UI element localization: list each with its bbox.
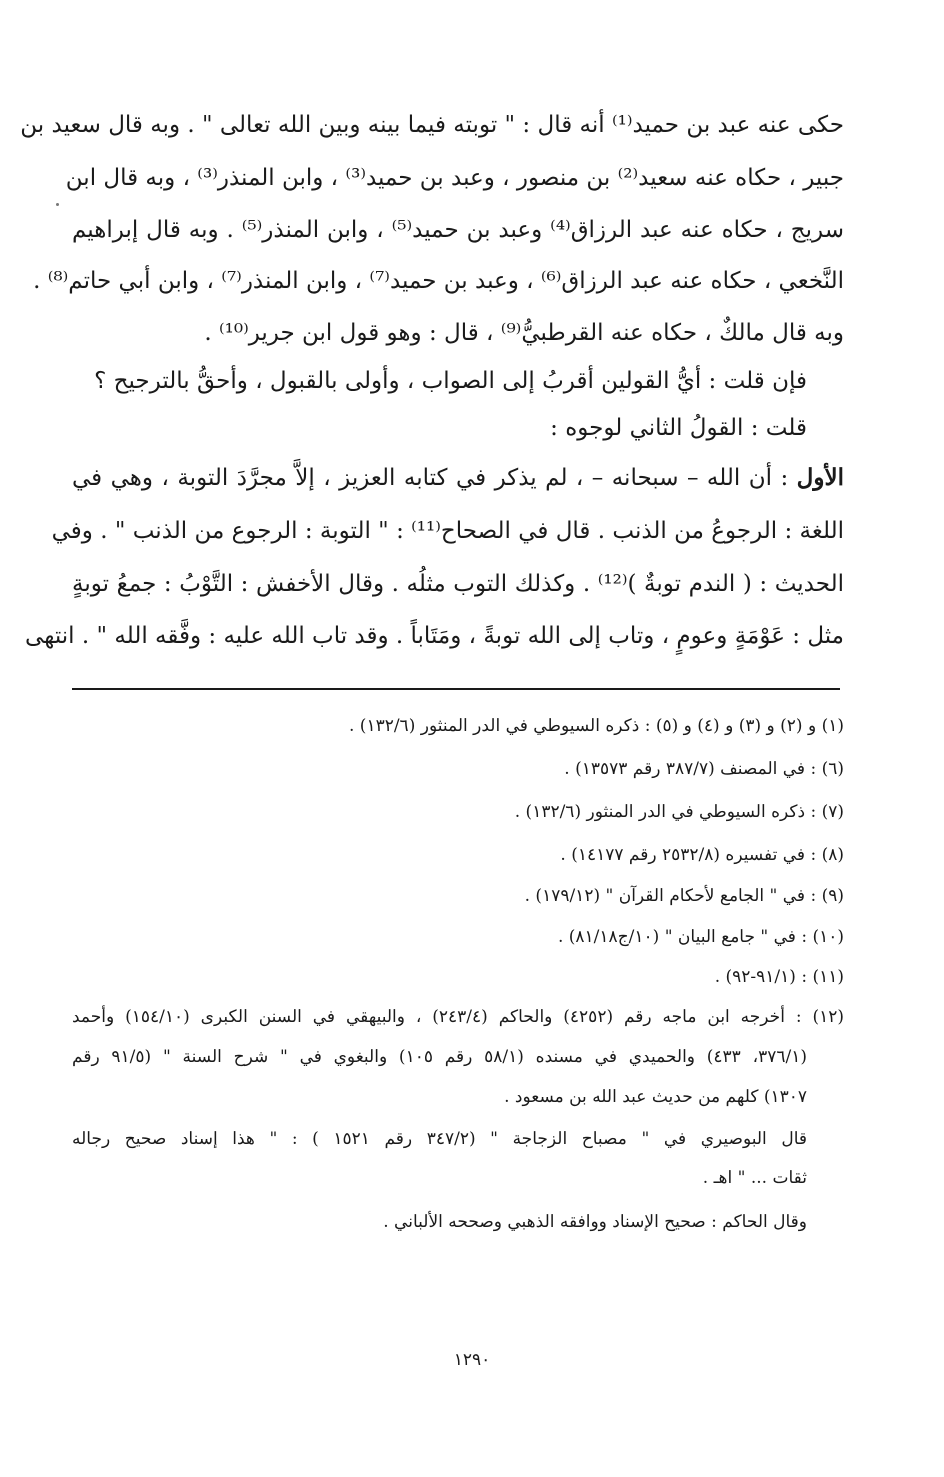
answer-line: قلت : القولُ الثاني لوجوه : — [550, 415, 807, 441]
main-text-line-3: سريج ، حكاه عنه عبد الرزاق⁽⁴⁾ وعبد بن حميد⁽⁵⁾ ، وابن المنذر⁽⁵⁾ . وبه قال إبراهيم — [72, 217, 844, 243]
main-text-line-10: الحديث : ( الندم توبةٌ )⁽¹²⁾ . وكذلك التوب مثلُه . وقال الأخفش : التَّوْبُ : جمعُ توبةٍ — [72, 571, 844, 597]
footnote-12-hakim-line: وقال الحاكم : صحيح الإسناد ووافقه الذهبي وصححه الألباني . — [383, 1212, 807, 1232]
footnote-9: (٩) : في " الجامع لأحكام القرآن " (١٧٩/١٢) . — [524, 886, 844, 906]
main-text-line-11: مثل : عَوْمَةٍ وعومٍ ، وتاب إلى الله توبةً ، ومَتَاباً . وقد تاب الله عليه : وفَّقه الله " . انتهى — [25, 623, 844, 649]
main-text-line-2: جبير ، حكاه عنه سعيد⁽²⁾ بن منصور ، وعبد بن حميد⁽³⁾ ، وابن المنذر⁽³⁾ ، وبه قال ابن — [65, 165, 844, 191]
footnote-8: (٨) : في تفسيره (٢٥٣٢/٨ رقم ١٤١٧٧) . — [560, 845, 844, 865]
stray-dot — [56, 203, 59, 206]
first-reason-heading: الأول — [796, 464, 844, 491]
footnote-11: (١١) : (٩١/١-٩٢) . — [714, 967, 844, 987]
main-text-line-8: الأول : أن الله – سبحانه – ، لم يذكر في كتابه العزيز ، إلاَّ مجرَّدَ التوبة ، وهي في — [72, 464, 844, 491]
main-text-line-4: النَّخعي ، حكاه عنه عبد الرزاق⁽⁶⁾ ، وعبد بن حميد⁽⁷⁾ ، وابن المنذر⁽⁷⁾ ، وابن أبي حاتم⁽⁸⁾ . — [33, 268, 844, 294]
footnote-12-busiri-line-2: ثقات ... " اهـ . — [702, 1168, 807, 1188]
footnote-divider — [72, 688, 840, 690]
footnote-12-line-1: (١٢) : أخرجه ابن ماجه رقم (٤٢٥٢) والحاكم (٢٤٣/٤) ، والبيهقي في السنن الكبرى (١٥٤/١٠) وأحمد — [72, 1007, 845, 1027]
footnote-12-busiri-line-1: قال البوصيري في " مصباح الزجاجة " (٣٤٧/٢ رقم ١٥٢١ ) : " هذا إسناد صحيح رجاله — [72, 1129, 808, 1149]
main-text-line-9: اللغة : الرجوعُ من الذنب . قال في الصحاح⁽¹¹⁾ : " التوبة : الرجوع من الذنب " . وفي — [51, 518, 844, 544]
page-number: ١٢٩٠ — [453, 1350, 491, 1370]
first-reason-text: أن الله – سبحانه – ، لم يذكر في كتابه العزيز ، إلاَّ مجرَّدَ التوبة ، وهي في — [72, 465, 773, 491]
main-text-line-1: حكى عنه عبد بن حميد⁽¹⁾ أنه قال : " توبته فيما بينه وبين الله تعالى " . وبه قال سعيد بن — [20, 112, 844, 138]
footnote-12-line-3: ١٣٠٧) كلهم من حديث عبد الله بن مسعود . — [504, 1087, 807, 1107]
footnote-6: (٦) : في المصنف (٣٨٧/٧ رقم ١٣٥٧٣) . — [564, 759, 844, 779]
main-text-line-5: وبه قال مالكٌ ، حكاه عنه القرطبيُّ⁽⁹⁾ ، قال : وهو قول ابن جرير⁽¹⁰⁾ . — [204, 320, 844, 346]
footnote-12-line-2: (٣٧٦/١، ٤٣٣) والحميدي في مسنده (٥٨/١ رقم ١٠٥) والبغوي في " شرح السنة " (٩١/٥ رقم — [72, 1047, 807, 1067]
question-line: فإن قلت : أيُّ القولين أقربُ إلى الصواب ، وأولى بالقبول ، وأحقُّ بالترجيح ؟ — [94, 368, 807, 394]
footnote-7: (٧) : ذكره السيوطي في الدر المنثور (١٣٢/٦) . — [514, 802, 844, 822]
footnote-10: (١٠) : في " جامع البيان " (١٠/ج٨١/١٨) . — [557, 927, 844, 947]
footnote-1-5: (١) و (٢) و (٣) و (٤) و (٥) : ذكره السيوطي في الدر المنثور (١٣٢/٦) . — [348, 716, 844, 736]
